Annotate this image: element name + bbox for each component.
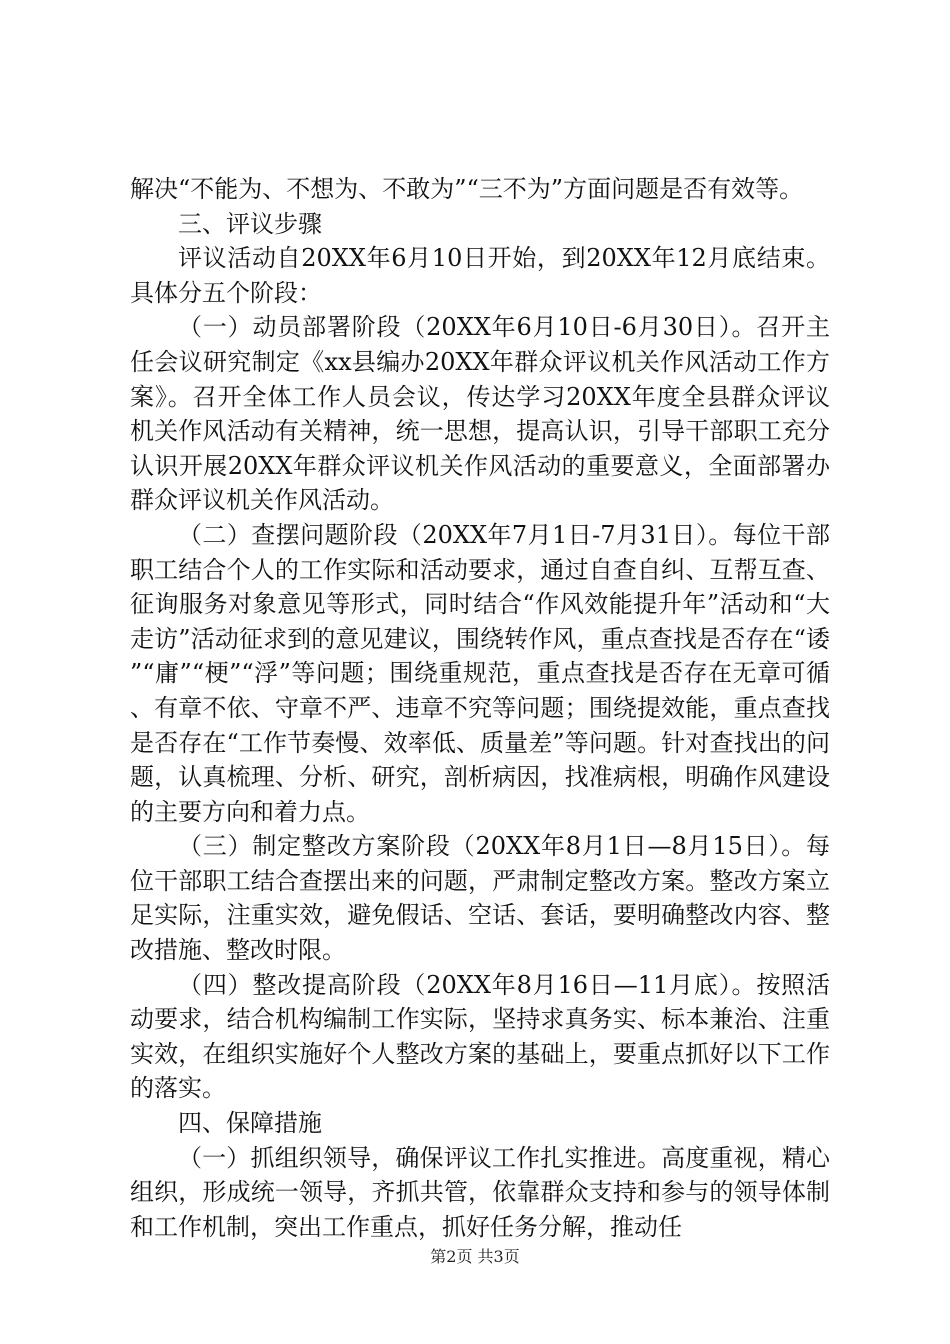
paragraph-safeguard-organization: （一）抓组织领导，确保评议工作扎实推进。高度重视，精心组织，形成统一领导，齐抓共管，依靠群众支持和参与的领导体制和工作机制，突出工作重点，抓好任务分解，推动任 — [130, 1143, 830, 1241]
paragraph-continuation: 解决“不能为、不想为、不敢为”“三不为”方面问题是否有效等。 — [130, 175, 804, 203]
document-body — [130, 172, 830, 1244]
paragraph-review-period: 评议活动自20XX年6月10日开始，到20XX年12月底结束。具体分五个阶段： — [130, 244, 830, 307]
paragraph-stage-problem-finding: （二）查摆问题阶段（20XX年7月1日-7月31日）。每位干部职工结合个人的工作实际和活动要求，通过自查自纠、互帮互查、征询服务对象意见等形式，同时结合“作风效能提升年”活动和“大走访”活动征求到的意见建议，围绕转作风，重点查找是否存在“诿”“庸”“梗”“浮”等问题；围绕重规范，重点查找是否存在无章可循、有章不依、守章不严、违章不究等问题；围绕提效能，重点查找是否存在“工作节奏慢、效率低、质量差”等问题。针对查找出的问题，认真梳理、分析、研究，剖析病因，找准病根，明确作风建设的主要方向和着力点。 — [130, 520, 830, 826]
section-heading-safeguards: 四、保障措施 — [178, 1109, 322, 1138]
paragraph-stage-rectification-improvement: （四）整改提高阶段（20XX年8月16日—11月底）。按照活动要求，结合机构编制工作实际，坚持求真务实、标本兼治、注重实效，在组织实施好个人整改方案的基础上，要重点抓好以下工作的落实。 — [130, 970, 830, 1103]
paragraph-stage-mobilization: （一）动员部署阶段（20XX年6月10日-6月30日）。召开主任会议研究制定《xx县编办20XX年群众评议机关作风活动工作方案》。召开全体工作人员会议，传达学习20XX年度全县群众评议机关作风活动有关精神，统一思想，提高认识，引导干部职工充分认识开展20XX年群众评议机关作风活动的重要意义，全面部署办群众评议机关作风活动。 — [130, 313, 830, 515]
section-heading-review-steps: 三、评议步骤 — [178, 209, 322, 238]
page-number-footer: 第2页 共3页 — [430, 1247, 520, 1266]
paragraph-stage-rectification-plan: （三）制定整改方案阶段（20XX年8月1日—8月15日）。每位干部职工结合查摆出来的问题，严肃制定整改方案。整改方案立足实际，注重实效，避免假话、空话、套话，要明确整改内容、整改措施、整改时限。 — [130, 832, 830, 965]
